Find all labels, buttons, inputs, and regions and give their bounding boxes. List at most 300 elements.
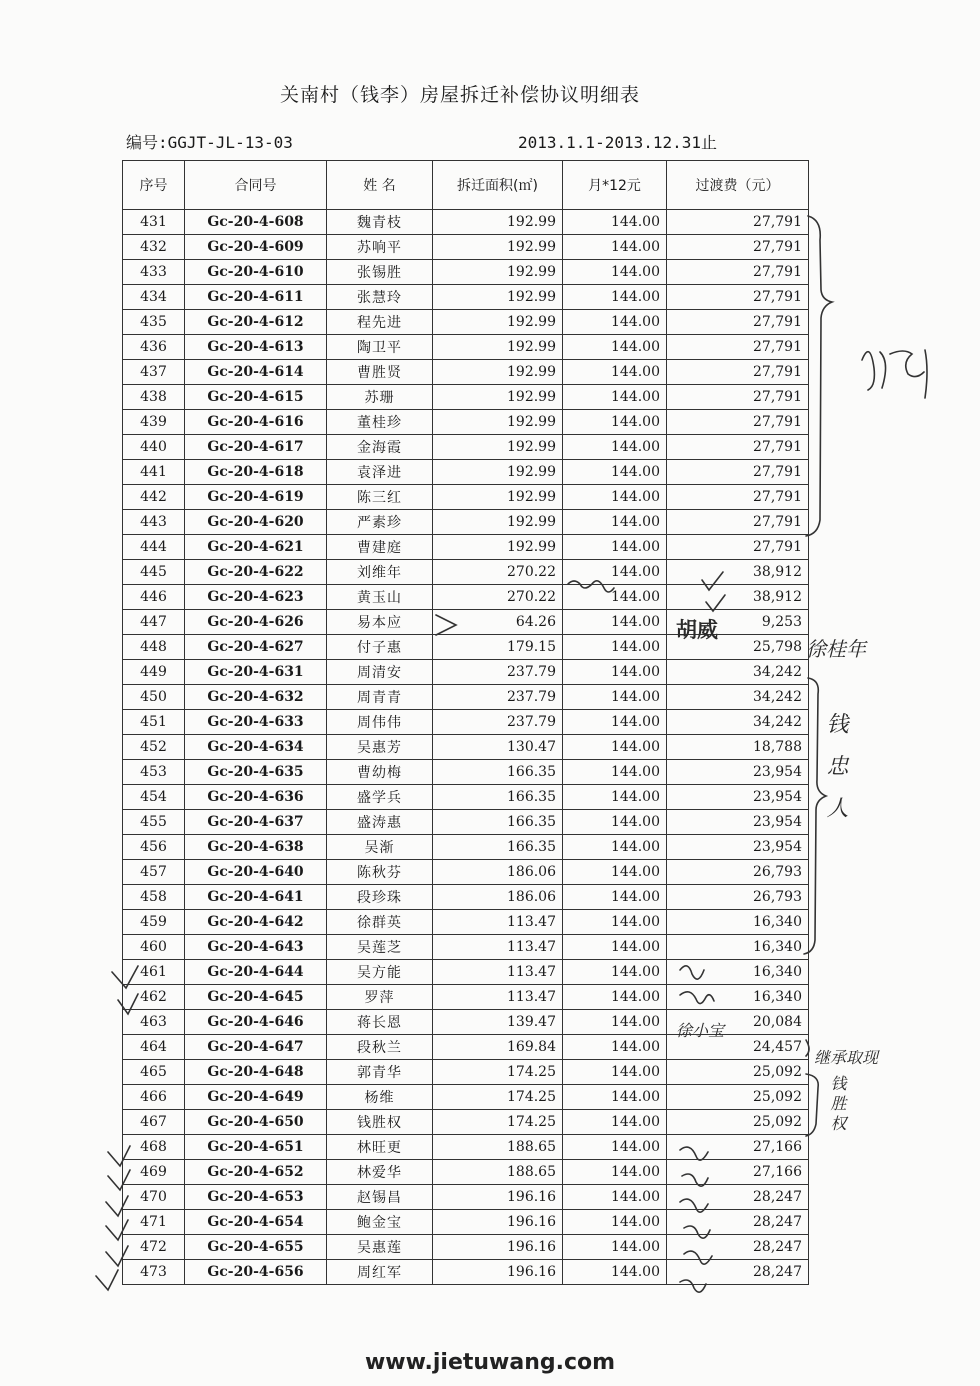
cell-area: 166.35 — [433, 835, 563, 860]
cell-area: 174.25 — [433, 1085, 563, 1110]
cell-fee: 16,340 — [667, 960, 809, 985]
cell-fee: 28,247 — [667, 1210, 809, 1235]
cell-fee: 20,084 — [667, 1010, 809, 1035]
cell-area: 196.16 — [433, 1210, 563, 1235]
cell-monthly: 144.00 — [563, 1210, 667, 1235]
cell-seq: 431 — [123, 210, 185, 235]
cell-area: 237.79 — [433, 685, 563, 710]
cell-monthly: 144.00 — [563, 460, 667, 485]
cell-monthly: 144.00 — [563, 410, 667, 435]
header-monthly: 月*12元 — [563, 161, 667, 210]
cell-seq: 462 — [123, 985, 185, 1010]
cell-fee: 27,791 — [667, 535, 809, 560]
table-row — [123, 410, 809, 435]
table-row — [123, 735, 809, 760]
cell-monthly: 144.00 — [563, 210, 667, 235]
cell-contract: Gc-20-4-650 — [185, 1110, 327, 1135]
cell-area: 139.47 — [433, 1010, 563, 1035]
cell-seq: 446 — [123, 585, 185, 610]
cell-area: 196.16 — [433, 1185, 563, 1210]
cell-fee: 27,791 — [667, 435, 809, 460]
cell-area: 192.99 — [433, 335, 563, 360]
cell-contract: Gc-20-4-611 — [185, 285, 327, 310]
table-row — [123, 935, 809, 960]
cell-monthly: 144.00 — [563, 335, 667, 360]
cell-monthly: 144.00 — [563, 985, 667, 1010]
cell-contract: Gc-20-4-612 — [185, 310, 327, 335]
cell-contract: Gc-20-4-645 — [185, 985, 327, 1010]
cell-area: 130.47 — [433, 735, 563, 760]
table-header-row — [123, 161, 809, 210]
cell-monthly: 144.00 — [563, 535, 667, 560]
cell-name: 钱胜权 — [327, 1110, 433, 1135]
table-row — [123, 810, 809, 835]
cell-contract: Gc-20-4-648 — [185, 1060, 327, 1085]
cell-contract: Gc-20-4-618 — [185, 460, 327, 485]
cell-fee: 27,791 — [667, 335, 809, 360]
cell-monthly: 144.00 — [563, 360, 667, 385]
cell-seq: 442 — [123, 485, 185, 510]
cell-name: 徐群英 — [327, 910, 433, 935]
cell-name: 周伟伟 — [327, 710, 433, 735]
cell-area: 192.99 — [433, 210, 563, 235]
cell-name: 陈三红 — [327, 485, 433, 510]
table-row — [123, 560, 809, 585]
cell-contract: Gc-20-4-626 — [185, 610, 327, 635]
cell-fee: 23,954 — [667, 810, 809, 835]
cell-fee: 26,793 — [667, 885, 809, 910]
cell-fee: 25,798 — [667, 635, 809, 660]
cell-seq: 445 — [123, 560, 185, 585]
header-seq: 序号 — [123, 161, 185, 210]
cell-contract: Gc-20-4-646 — [185, 1010, 327, 1035]
cell-name: 苏珊 — [327, 385, 433, 410]
cell-contract: Gc-20-4-638 — [185, 835, 327, 860]
cell-contract: Gc-20-4-636 — [185, 785, 327, 810]
table-row — [123, 1160, 809, 1185]
table-row — [123, 985, 809, 1010]
table-row — [123, 860, 809, 885]
cell-name: 周红军 — [327, 1260, 433, 1285]
cell-seq: 435 — [123, 310, 185, 335]
cell-monthly: 144.00 — [563, 585, 667, 610]
cell-fee: 34,242 — [667, 685, 809, 710]
cell-name: 陶卫平 — [327, 335, 433, 360]
cell-area: 166.35 — [433, 760, 563, 785]
table-row — [123, 335, 809, 360]
cell-monthly: 144.00 — [563, 260, 667, 285]
cell-seq: 472 — [123, 1235, 185, 1260]
handwritten-note-464: 继承取现 — [814, 1048, 879, 1067]
table-row — [123, 235, 809, 260]
cell-name: 董桂珍 — [327, 410, 433, 435]
cell-area: 237.79 — [433, 660, 563, 685]
cell-name: 鲍金宝 — [327, 1210, 433, 1235]
cell-fee: 27,791 — [667, 235, 809, 260]
cell-seq: 451 — [123, 710, 185, 735]
table-row — [123, 585, 809, 610]
cell-contract: Gc-20-4-637 — [185, 810, 327, 835]
cell-monthly: 144.00 — [563, 910, 667, 935]
cell-contract: Gc-20-4-635 — [185, 760, 327, 785]
cell-fee: 18,788 — [667, 735, 809, 760]
table-row — [123, 1060, 809, 1085]
cell-monthly: 144.00 — [563, 685, 667, 710]
header-fee: 过渡费（元） — [667, 161, 809, 210]
cell-fee: 23,954 — [667, 785, 809, 810]
cell-contract: Gc-20-4-631 — [185, 660, 327, 685]
cell-contract: Gc-20-4-617 — [185, 435, 327, 460]
cell-name: 张慧玲 — [327, 285, 433, 310]
cell-seq: 459 — [123, 910, 185, 935]
cell-monthly: 144.00 — [563, 1110, 667, 1135]
cell-contract: Gc-20-4-640 — [185, 860, 327, 885]
cell-fee: 25,092 — [667, 1110, 809, 1135]
cell-area: 113.47 — [433, 985, 563, 1010]
table-row — [123, 260, 809, 285]
cell-seq: 456 — [123, 835, 185, 860]
cell-seq: 470 — [123, 1185, 185, 1210]
document-code: 编号:GGJT-JL-13-03 — [126, 133, 293, 152]
handwritten-note-463: 徐小宝 — [676, 1021, 725, 1040]
table-row — [123, 785, 809, 810]
cell-fee: 27,166 — [667, 1135, 809, 1160]
cell-seq: 434 — [123, 285, 185, 310]
cell-name: 蒋长恩 — [327, 1010, 433, 1035]
table-row — [123, 835, 809, 860]
cell-monthly: 144.00 — [563, 1085, 667, 1110]
cell-seq: 432 — [123, 235, 185, 260]
cell-fee: 34,242 — [667, 710, 809, 735]
document-title: 关南村（钱李）房屋拆迁补偿协议明细表 — [279, 84, 640, 106]
cell-name: 林旺更 — [327, 1135, 433, 1160]
header-name: 姓 名 — [327, 161, 433, 210]
cell-fee: 27,791 — [667, 410, 809, 435]
header-area: 拆迁面积(㎡) — [433, 161, 563, 210]
cell-monthly: 144.00 — [563, 1135, 667, 1160]
cell-name: 苏响平 — [327, 235, 433, 260]
cell-area: 186.06 — [433, 860, 563, 885]
cell-fee: 28,247 — [667, 1185, 809, 1210]
table-row — [123, 435, 809, 460]
cell-monthly: 144.00 — [563, 1160, 667, 1185]
cell-area: 174.25 — [433, 1110, 563, 1135]
cell-name: 吴惠芳 — [327, 735, 433, 760]
cell-contract: Gc-20-4-652 — [185, 1160, 327, 1185]
table-row — [123, 385, 809, 410]
cell-area: 192.99 — [433, 235, 563, 260]
cell-monthly: 144.00 — [563, 610, 667, 635]
cell-contract: Gc-20-4-647 — [185, 1035, 327, 1060]
cell-monthly: 144.00 — [563, 235, 667, 260]
table-row — [123, 760, 809, 785]
cell-seq: 457 — [123, 860, 185, 885]
cell-area: 192.99 — [433, 485, 563, 510]
cell-area: 192.99 — [433, 385, 563, 410]
cell-contract: Gc-20-4-616 — [185, 410, 327, 435]
cell-monthly: 144.00 — [563, 1010, 667, 1035]
cell-seq: 452 — [123, 735, 185, 760]
cell-fee: 16,340 — [667, 910, 809, 935]
cell-fee: 28,247 — [667, 1235, 809, 1260]
cell-area: 192.99 — [433, 460, 563, 485]
cell-area: 237.79 — [433, 710, 563, 735]
cell-name: 吴方能 — [327, 960, 433, 985]
cell-name: 段珍珠 — [327, 885, 433, 910]
cell-name: 吴惠莲 — [327, 1235, 433, 1260]
cell-area: 169.84 — [433, 1035, 563, 1060]
cell-name: 袁泽进 — [327, 460, 433, 485]
table-row — [123, 910, 809, 935]
cell-seq: 469 — [123, 1160, 185, 1185]
cell-area: 192.99 — [433, 435, 563, 460]
cell-seq: 449 — [123, 660, 185, 685]
cell-name: 付子惠 — [327, 635, 433, 660]
cell-contract: Gc-20-4-627 — [185, 635, 327, 660]
table-row — [123, 960, 809, 985]
table-row — [123, 1185, 809, 1210]
cell-monthly: 144.00 — [563, 785, 667, 810]
cell-contract: Gc-20-4-653 — [185, 1185, 327, 1210]
cell-fee: 26,793 — [667, 860, 809, 885]
cell-seq: 437 — [123, 360, 185, 385]
cell-name: 吴渐 — [327, 835, 433, 860]
cell-seq: 453 — [123, 760, 185, 785]
cell-seq: 464 — [123, 1035, 185, 1060]
cell-contract: Gc-20-4-609 — [185, 235, 327, 260]
cell-contract: Gc-20-4-641 — [185, 885, 327, 910]
cell-seq: 440 — [123, 435, 185, 460]
cell-fee: 27,791 — [667, 385, 809, 410]
table-row — [123, 285, 809, 310]
cell-monthly: 144.00 — [563, 710, 667, 735]
cell-monthly: 144.00 — [563, 1035, 667, 1060]
cell-seq: 439 — [123, 410, 185, 435]
cell-fee: 24,457 — [667, 1035, 809, 1060]
cell-contract: Gc-20-4-642 — [185, 910, 327, 935]
cell-area: 192.99 — [433, 410, 563, 435]
cell-fee: 25,092 — [667, 1060, 809, 1085]
cell-name: 魏青枝 — [327, 210, 433, 235]
cell-area: 179.15 — [433, 635, 563, 660]
compensation-table — [122, 160, 809, 1285]
handwritten-note-bracket: 钱忠人 — [823, 712, 848, 838]
cell-fee: 25,092 — [667, 1085, 809, 1110]
table-row — [123, 310, 809, 335]
document-period: 2013.1.1-2013.12.31止 — [518, 133, 718, 152]
handwritten-note-447: 胡威 — [676, 617, 718, 642]
cell-monthly: 144.00 — [563, 635, 667, 660]
cell-contract: Gc-20-4-656 — [185, 1260, 327, 1285]
cell-fee: 27,791 — [667, 510, 809, 535]
cell-fee: 27,791 — [667, 485, 809, 510]
cell-name: 周青青 — [327, 685, 433, 710]
cell-name: 郭青华 — [327, 1060, 433, 1085]
cell-fee: 38,912 — [667, 560, 809, 585]
cell-area: 192.99 — [433, 260, 563, 285]
table-row — [123, 510, 809, 535]
cell-name: 黄玉山 — [327, 585, 433, 610]
cell-fee: 23,954 — [667, 760, 809, 785]
cell-name: 杨维 — [327, 1085, 433, 1110]
cell-fee: 27,791 — [667, 210, 809, 235]
cell-contract: Gc-20-4-649 — [185, 1085, 327, 1110]
cell-monthly: 144.00 — [563, 735, 667, 760]
cell-area: 186.06 — [433, 885, 563, 910]
cell-contract: Gc-20-4-620 — [185, 510, 327, 535]
cell-name: 罗萍 — [327, 985, 433, 1010]
cell-area: 113.47 — [433, 910, 563, 935]
cell-contract: Gc-20-4-643 — [185, 935, 327, 960]
cell-seq: 433 — [123, 260, 185, 285]
cell-name: 周清安 — [327, 660, 433, 685]
cell-name: 盛学兵 — [327, 785, 433, 810]
cell-area: 188.65 — [433, 1135, 563, 1160]
cell-monthly: 144.00 — [563, 810, 667, 835]
cell-name: 曹幼梅 — [327, 760, 433, 785]
cell-seq: 455 — [123, 810, 185, 835]
cell-fee: 27,791 — [667, 310, 809, 335]
cell-fee: 23,954 — [667, 835, 809, 860]
cell-seq: 450 — [123, 685, 185, 710]
cell-fee: 27,791 — [667, 460, 809, 485]
cell-name: 刘维年 — [327, 560, 433, 585]
table-body — [123, 210, 809, 1285]
cell-contract: Gc-20-4-634 — [185, 735, 327, 760]
cell-contract: Gc-20-4-644 — [185, 960, 327, 985]
cell-contract: Gc-20-4-613 — [185, 335, 327, 360]
cell-area: 196.16 — [433, 1235, 563, 1260]
table-row — [123, 660, 809, 685]
cell-monthly: 144.00 — [563, 960, 667, 985]
watermark-url: www.jietuwang.com — [364, 1350, 616, 1375]
cell-area: 166.35 — [433, 785, 563, 810]
cell-seq: 441 — [123, 460, 185, 485]
cell-area: 270.22 — [433, 560, 563, 585]
cell-name: 曹建庭 — [327, 535, 433, 560]
cell-seq: 460 — [123, 935, 185, 960]
cell-area: 174.25 — [433, 1060, 563, 1085]
cell-seq: 444 — [123, 535, 185, 560]
cell-fee: 34,242 — [667, 660, 809, 685]
header-contract: 合同号 — [185, 161, 327, 210]
cell-seq: 468 — [123, 1135, 185, 1160]
cell-monthly: 144.00 — [563, 835, 667, 860]
handwritten-note-466: 钱胜权 — [828, 1075, 847, 1135]
cell-fee: 28,247 — [667, 1260, 809, 1285]
table-row — [123, 1210, 809, 1235]
cell-name: 程先进 — [327, 310, 433, 335]
cell-monthly: 144.00 — [563, 285, 667, 310]
cell-area: 192.99 — [433, 535, 563, 560]
cell-area: 64.26 — [433, 610, 563, 635]
cell-fee: 38,912 — [667, 585, 809, 610]
table-row — [123, 210, 809, 235]
cell-name: 吴莲芝 — [327, 935, 433, 960]
cell-fee: 16,340 — [667, 985, 809, 1010]
cell-monthly: 144.00 — [563, 885, 667, 910]
cell-contract: Gc-20-4-621 — [185, 535, 327, 560]
cell-name: 段秋兰 — [327, 1035, 433, 1060]
cell-fee: 27,791 — [667, 285, 809, 310]
cell-seq: 465 — [123, 1060, 185, 1085]
cell-monthly: 144.00 — [563, 560, 667, 585]
cell-monthly: 144.00 — [563, 1060, 667, 1085]
cell-name: 严素珍 — [327, 510, 433, 535]
cell-contract: Gc-20-4-614 — [185, 360, 327, 385]
cell-seq: 467 — [123, 1110, 185, 1135]
cell-name: 赵锡昌 — [327, 1185, 433, 1210]
cell-contract: Gc-20-4-608 — [185, 210, 327, 235]
cell-area: 196.16 — [433, 1260, 563, 1285]
table-row — [123, 685, 809, 710]
cell-seq: 471 — [123, 1210, 185, 1235]
cell-seq: 454 — [123, 785, 185, 810]
table-row — [123, 1110, 809, 1135]
cell-monthly: 144.00 — [563, 760, 667, 785]
cell-seq: 443 — [123, 510, 185, 535]
cell-name: 陈秋芬 — [327, 860, 433, 885]
cell-name: 易本应 — [327, 610, 433, 635]
cell-name: 曹胜贤 — [327, 360, 433, 385]
cell-area: 188.65 — [433, 1160, 563, 1185]
cell-seq: 458 — [123, 885, 185, 910]
cell-fee: 27,791 — [667, 260, 809, 285]
cell-monthly: 144.00 — [563, 510, 667, 535]
cell-fee: 9,253 — [667, 610, 809, 635]
cell-area: 192.99 — [433, 360, 563, 385]
table-row — [123, 360, 809, 385]
cell-monthly: 144.00 — [563, 935, 667, 960]
cell-area: 113.47 — [433, 960, 563, 985]
cell-contract: Gc-20-4-632 — [185, 685, 327, 710]
cell-contract: Gc-20-4-610 — [185, 260, 327, 285]
cell-monthly: 144.00 — [563, 310, 667, 335]
cell-fee: 27,166 — [667, 1160, 809, 1185]
cell-seq: 436 — [123, 335, 185, 360]
cell-contract: Gc-20-4-654 — [185, 1210, 327, 1235]
check-mark — [96, 1270, 118, 1290]
cell-seq: 447 — [123, 610, 185, 635]
handwritten-note-448: 徐桂年 — [806, 637, 866, 661]
cell-seq: 466 — [123, 1085, 185, 1110]
table-row — [123, 885, 809, 910]
cell-monthly: 144.00 — [563, 1260, 667, 1285]
cell-monthly: 144.00 — [563, 1185, 667, 1210]
table-row — [123, 1085, 809, 1110]
table-row — [123, 485, 809, 510]
cell-monthly: 144.00 — [563, 860, 667, 885]
table-row — [123, 460, 809, 485]
table-row — [123, 1135, 809, 1160]
cell-area: 166.35 — [433, 810, 563, 835]
cell-name: 金海霞 — [327, 435, 433, 460]
cell-fee: 16,340 — [667, 935, 809, 960]
cell-name: 张锡胜 — [327, 260, 433, 285]
cell-contract: Gc-20-4-623 — [185, 585, 327, 610]
cell-monthly: 144.00 — [563, 1235, 667, 1260]
cell-name: 盛涛惠 — [327, 810, 433, 835]
cell-area: 270.22 — [433, 585, 563, 610]
cell-seq: 463 — [123, 1010, 185, 1035]
cell-seq: 473 — [123, 1260, 185, 1285]
cell-monthly: 144.00 — [563, 660, 667, 685]
table-row — [123, 1260, 809, 1285]
table-row — [123, 710, 809, 735]
cell-seq: 461 — [123, 960, 185, 985]
cell-contract: Gc-20-4-622 — [185, 560, 327, 585]
cell-seq: 438 — [123, 385, 185, 410]
